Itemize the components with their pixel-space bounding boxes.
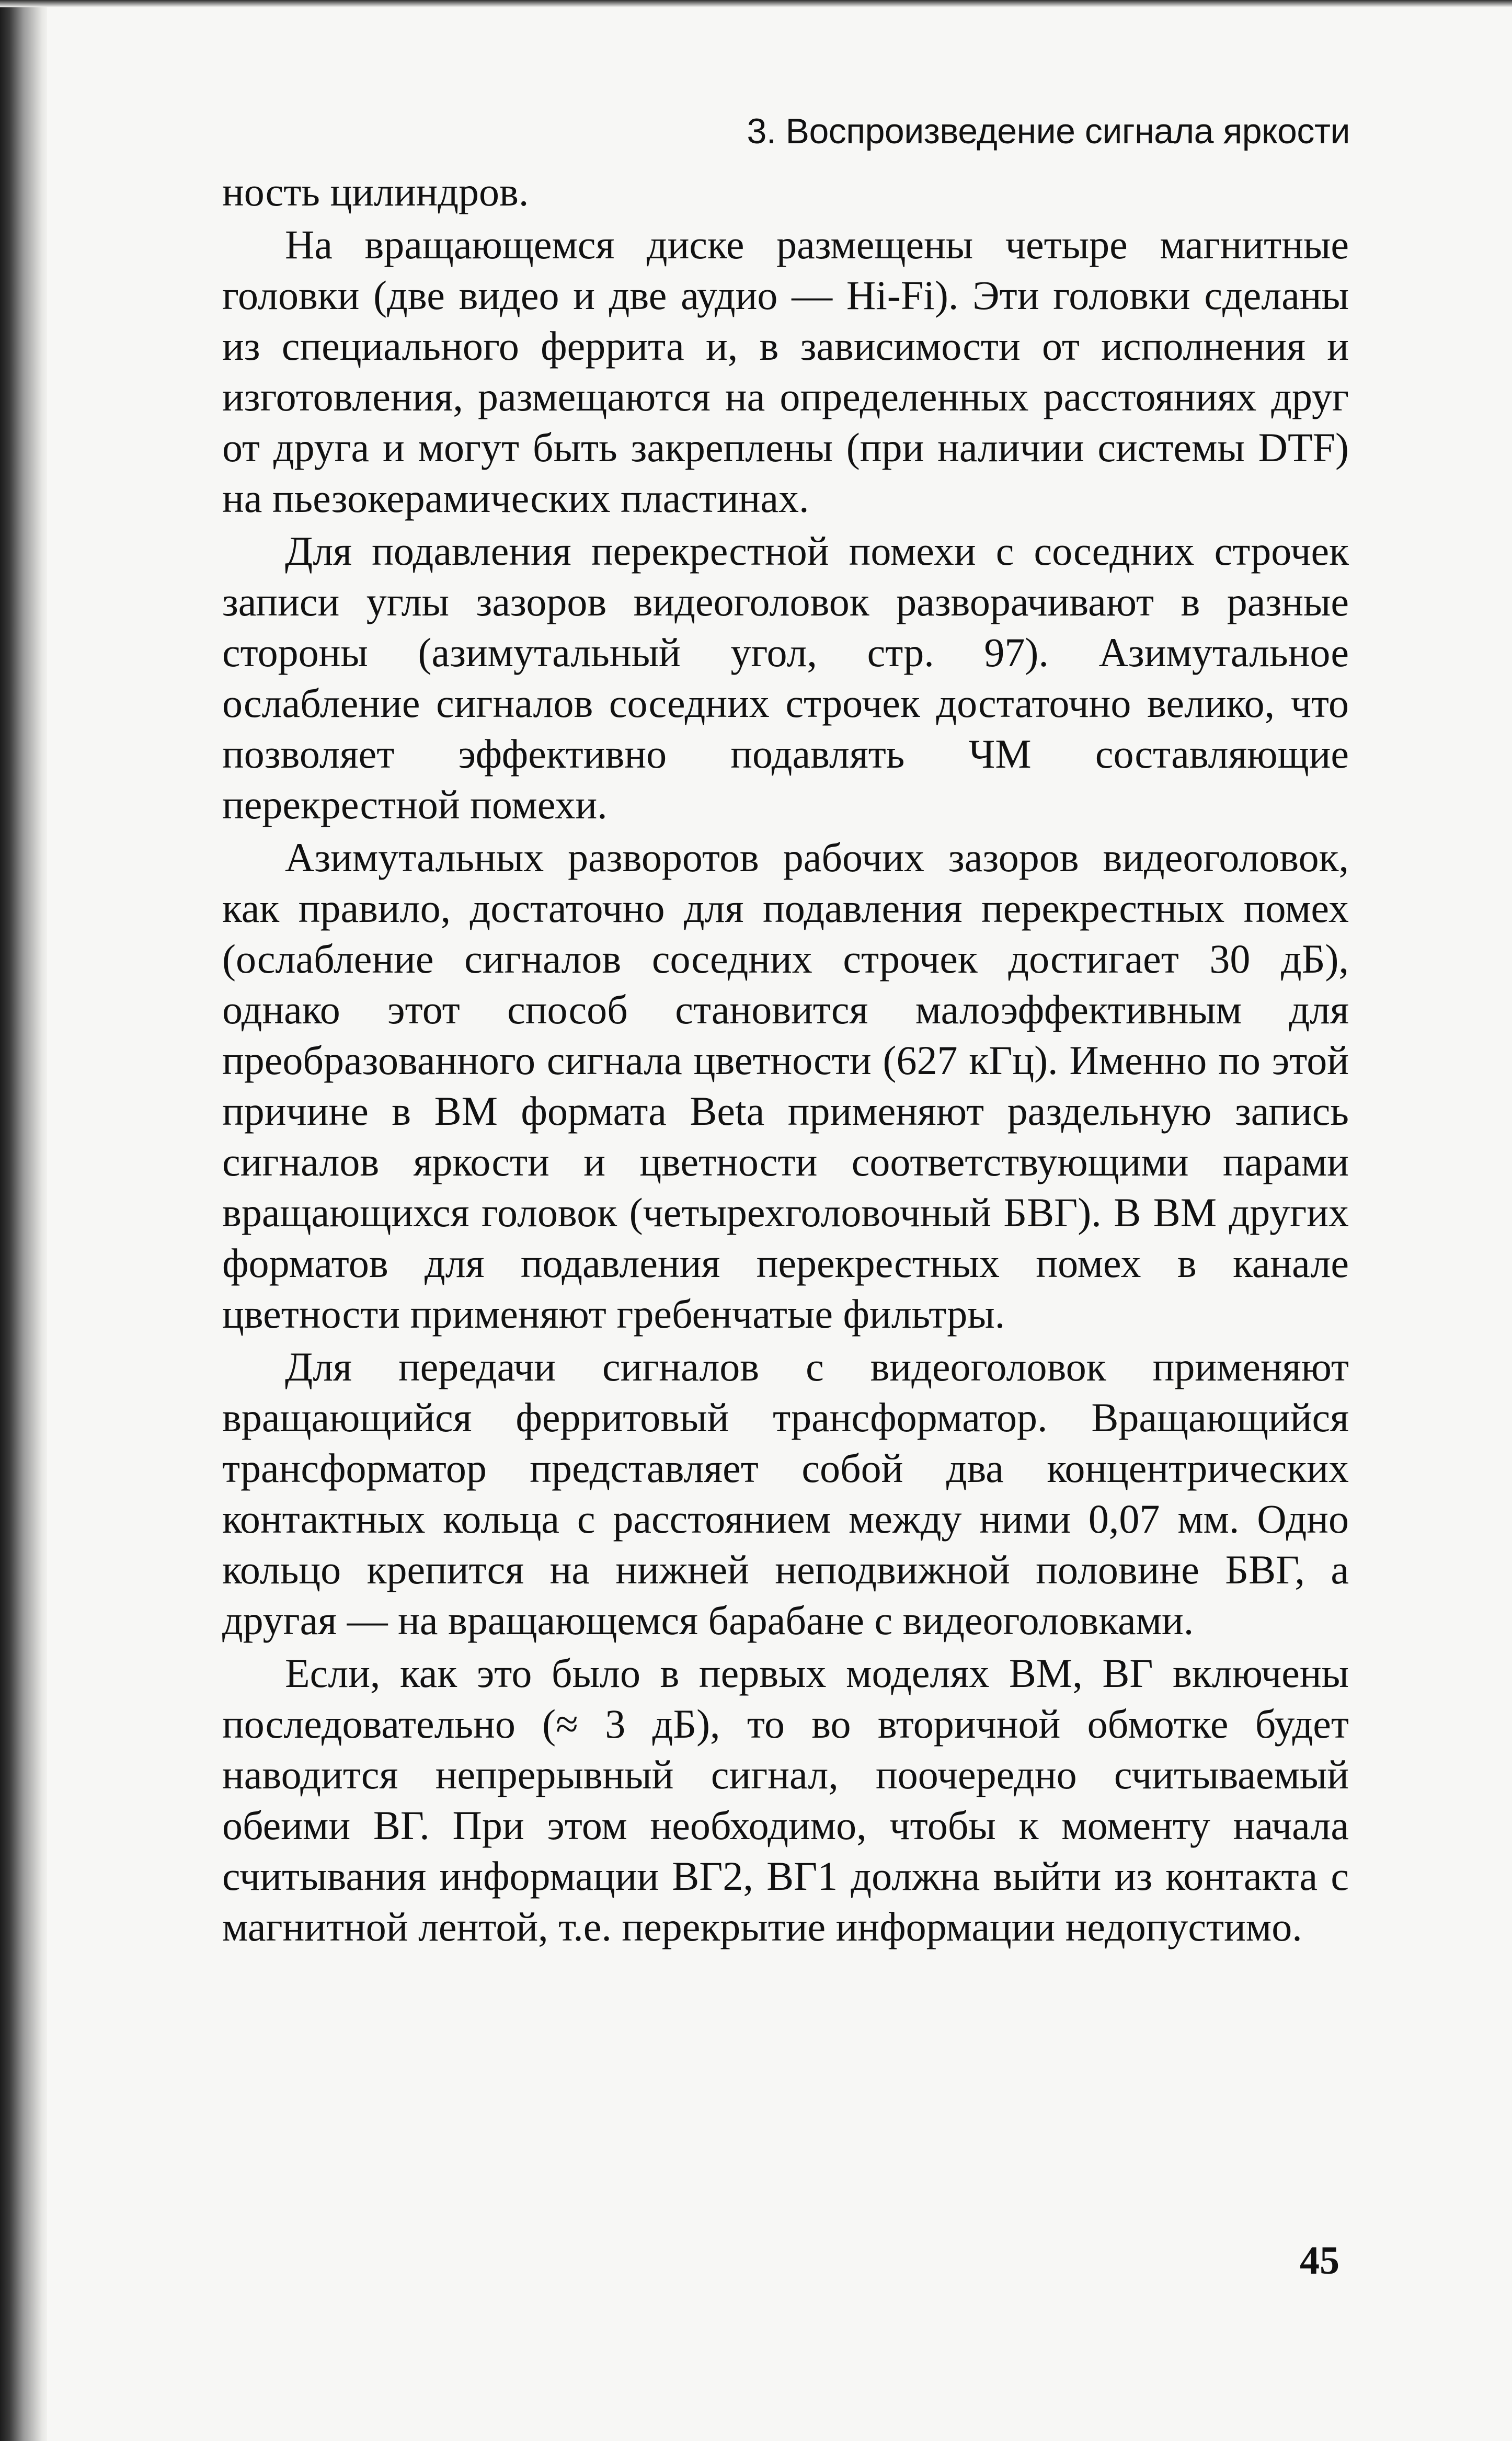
paragraph: Для передачи сигналов с видеоголовок применяют вращающийся ферритовый трансформатор. Вращающийся трансформатор представляет собой два концентрических контактных кольца с расстоянием между ними 0,07 мм. Одно кольцо крепится на нижней неподвижной половине БВГ, а другая — на вращающемся барабане с видеоголовками. xyxy=(222,1344,1349,1643)
paragraph: На вращающемся диске размещены четыре магнитные головки (две видео и две аудио — Hi-Fi). Эти головки сделаны из специального феррита и, в зависимости от исполнения и изготовления, размещаются на определенных расстояниях друг от друга и могут быть закреплены (при наличии системы DTF) на пьезокерамических пластинах. xyxy=(222,222,1349,521)
body-text xyxy=(222,166,1349,1952)
paragraph: Если, как это было в первых моделях ВМ, ВГ включены последовательно (≈ 3 дБ), то во вторичной обмотке будет наводится непрерывный сигнал, поочередно считываемый обеими ВГ. При этом необходимо, чтобы к моменту начала считывания информации ВГ2, ВГ1 должна выйти из контакта с магнитной лентой, т.е. перекрытие информации недопустимо. xyxy=(222,1650,1349,1949)
paragraph: Для подавления перекрестной помехи с соседних строчек записи углы зазоров видеоголовок разворачивают в разные стороны (азимутальный угол, стр. 97). Азимутальное ослабление сигналов соседних строчек достаточно велико, что позволяет эффективно подавлять ЧМ составляющие перекрестной помехи. xyxy=(222,528,1349,827)
paragraph-continuation: ность цилиндров. xyxy=(222,169,529,214)
paragraph: Азимутальных разворотов рабочих зазоров видеоголовок, как правило, достаточно для подавления перекрестных помех (ослабление сигналов соседних строчек достигает 30 дБ), однако этот способ становится малоэффективным для преобразованного сигнала цветности (627 кГц). Именно по этой причине в ВМ формата Beta применяют раздельную запись сигналов яркости и цветности соответствующими парами вращающихся головок (четырехголовочный БВГ). В ВМ других форматов для подавления перекрестных помех в канале цветности применяют гребенчатые фильтры. xyxy=(222,835,1349,1337)
running-header: 3. Воспроизведение сигнала яркости xyxy=(747,111,1350,151)
top-edge-shadow xyxy=(0,0,1512,7)
page-number: 45 xyxy=(1300,2239,1339,2283)
binding-shadow xyxy=(0,0,47,2441)
